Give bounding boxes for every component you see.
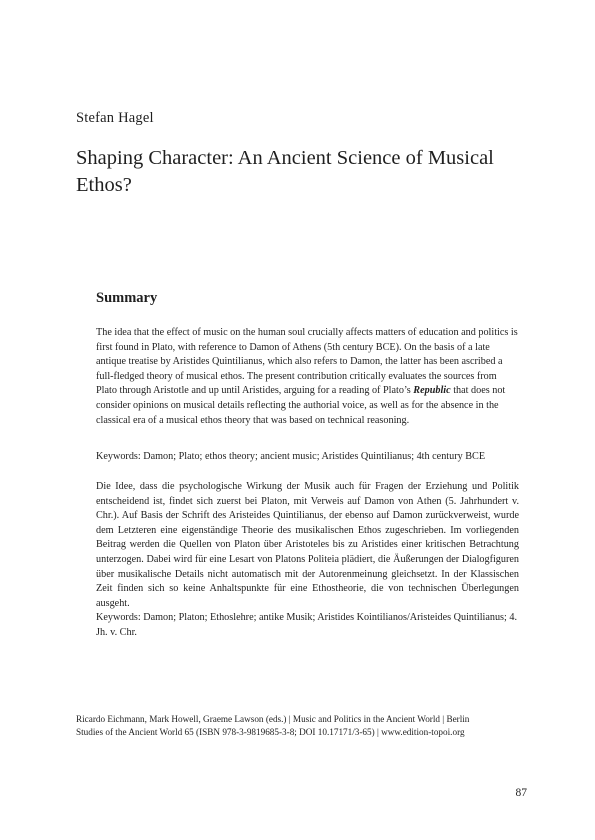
abstract-english-emphasis: Republic xyxy=(413,385,451,397)
summary-heading: Summary xyxy=(96,290,158,306)
abstract-german-text: Die Idee, dass die psychologische Wirkung der Musik auch für Fragen der Erziehung und Politik entscheidend ist, findet sich zuerst bei Platon, mit Verweis auf Damon von Athen (5. Jahrhundert v. Chr.). Auf Basis der Schrift des Aristeides Quintilianus, der ebenso auf Damon zurückverweist, wurde dem Letzteren eine eigenständige Theorie des musikalischen Ethos zugeschrieben. Im vorliegenden Beitrag werden die Quellen von Platon über Aristoteles bis zu Aristides einer kritischen Betrachtung unterzogen. Dabei wird für eine Lesart von Platons Politeia plädiert, die Äußerungen der Dialogfiguren über musikalische Details nicht automatisch mit der Autorenmeinung gleichsetzt. In der Klassischen Zeit finden sich so keine Anhaltspunkte für eine Ethostheorie, die von technischen Überlegungen ausgeht. xyxy=(96,481,519,609)
author-name: Stefan Hagel xyxy=(76,110,154,126)
page-number: 87 xyxy=(515,787,527,799)
keywords-german-text: Keywords: Damon; Platon; Ethoslehre; antike Musik; Aristides Kointilianos/Aristeides Quintilianus; 4. Jh. v. Chr. xyxy=(96,612,518,638)
abstract-english-text-2: that does not consider opinions on musical details reflecting the authorial voice, as well as for the absence in the classical era of a musical ethos theory that was based on technical reasoning. xyxy=(96,385,506,426)
abstract-german xyxy=(96,480,519,611)
chapter-title: Shaping Character: An Ancient Science of Musical Ethos? xyxy=(76,147,494,196)
abstract-english xyxy=(96,326,519,428)
keywords-english-text: Keywords: Damon; Plato; ethos theory; ancient music; Aristides Quintilianus; 4th century BCE xyxy=(96,451,486,462)
footer-citation: Ricardo Eichmann, Mark Howell, Graeme Lawson (eds.) | Music and Politics in the Ancient World | Berlin Studies of the Ancient World 65 (ISBN 978-3-9819685-3-8; DOI 10.17171/3-65) | www.edition-topoi.org xyxy=(76,714,470,737)
abstract-english-text-1: The idea that the effect of music on the human soul crucially affects matters of education and politics is first found in Plato, with reference to Damon of Athens (5th century BCE). On the basis of a late antique treatise by Aristides Quintilianus, which also refers to Damon, the latter has been ascribed a full-fledged theory of musical ethos. The present contribution critically evaluates the sources from Plato through Aristotle and up until Aristides, arguing for a reading of Plato’s xyxy=(96,327,518,397)
keywords-german xyxy=(96,611,519,640)
keywords-english xyxy=(96,450,519,465)
